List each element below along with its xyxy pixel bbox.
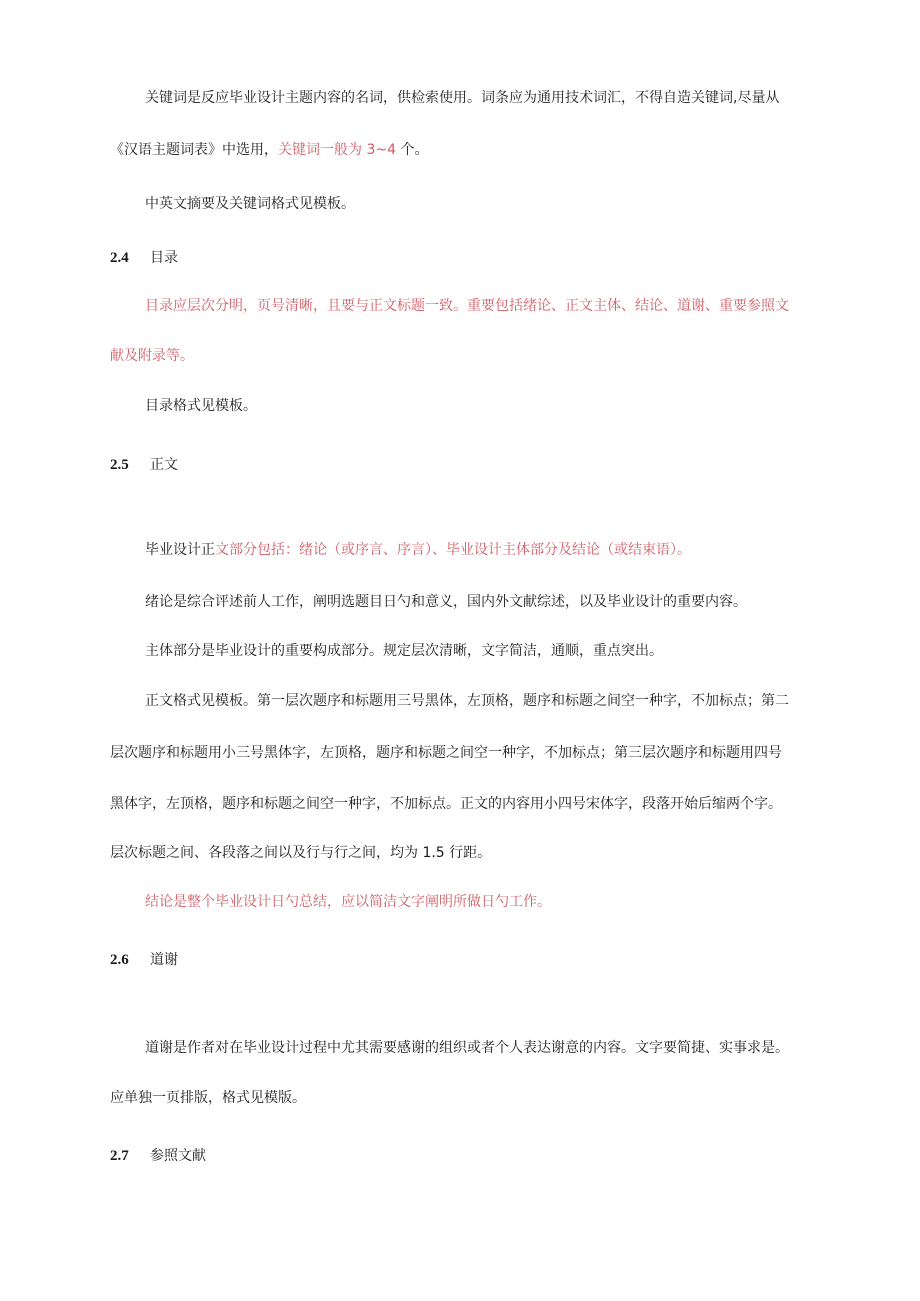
keywords-count-highlight: 关键词一般为 3~4 [278,142,396,158]
acknowledgement-para-line-2: 应单独一页排版，格式见模版。 [110,1090,306,1106]
body-parts-highlight: 文部分包括：绪论（或序言、序言）、毕业设计主体部分及结论（或结束语）。 [215,542,691,558]
body-parts-lead: 毕业设计正 [145,542,215,558]
keywords-count-unit: 个。 [396,142,429,158]
introduction-para: 绪论是综合评述前人工作，阐明选题目日勺和意义，国内外文献综述，以及毕业设计的重要内容。 [145,594,747,610]
main-body-para: 主体部分是毕业设计的重要构成部分。规定层次清晰，文字简洁，通顺，重点突出。 [145,643,663,659]
format-para-line-3: 黑体字，左顶格，题序和标题之间空一种字，不加标点。正文的内容用小四号宋体字，段落开始后缩两个字。 [110,796,782,812]
section-2-5-number: 2.5 [110,457,129,473]
toc-format-note: 目录格式见模板。 [145,398,257,414]
section-2-7-number: 2.7 [110,1148,129,1164]
section-2-7-title: 参照文献 [150,1148,206,1164]
section-2-6-number: 2.6 [110,952,129,968]
keywords-source-text: 《汉语主题词表》中选用， [110,142,278,158]
body-parts-para [145,540,691,560]
keywords-para-line-1: 关键词是反应毕业设计主题内容的名词，供检索使用。词条应为通用技术词汇，不得自造关键词,尽量从 [145,90,780,106]
keywords-para-line-2 [110,140,428,160]
format-para-line-4: 层次标题之间、各段落之间以及行与行之间，均为 1.5 行距。 [110,845,492,861]
section-2-5-title: 正文 [150,457,178,473]
section-2-4-title: 目录 [150,250,178,266]
keywords-format-note: 中英文摘要及关键词格式见模板。 [145,196,355,212]
toc-requirement-line-2: 献及附录等。 [110,348,194,364]
acknowledgement-para-line-1: 道谢是作者对在毕业设计过程中尤其需要感谢的组织或者个人表达谢意的内容。文字要简捷、实事求是。 [145,1040,789,1056]
toc-requirement-line-1: 目录应层次分明，页号清晰，且要与正文标题一致。重要包括绪论、正文主体、结论、道谢、重要参照文 [145,298,789,314]
section-2-6-title: 道谢 [150,952,178,968]
format-para-line-2: 层次题序和标题用小三号黑体字，左顶格，题序和标题之间空一种字，不加标点；第三层次题序和标题用四号 [110,745,782,761]
format-para-line-1: 正文格式见模板。第一层次题序和标题用三号黑体，左顶格，题序和标题之间空一种字，不加标点；第二 [145,693,789,709]
conclusion-para: 结论是整个毕业设计日勺总结，应以简洁文字阐明所做日勺工作。 [145,894,551,910]
section-2-4-number: 2.4 [110,250,129,266]
